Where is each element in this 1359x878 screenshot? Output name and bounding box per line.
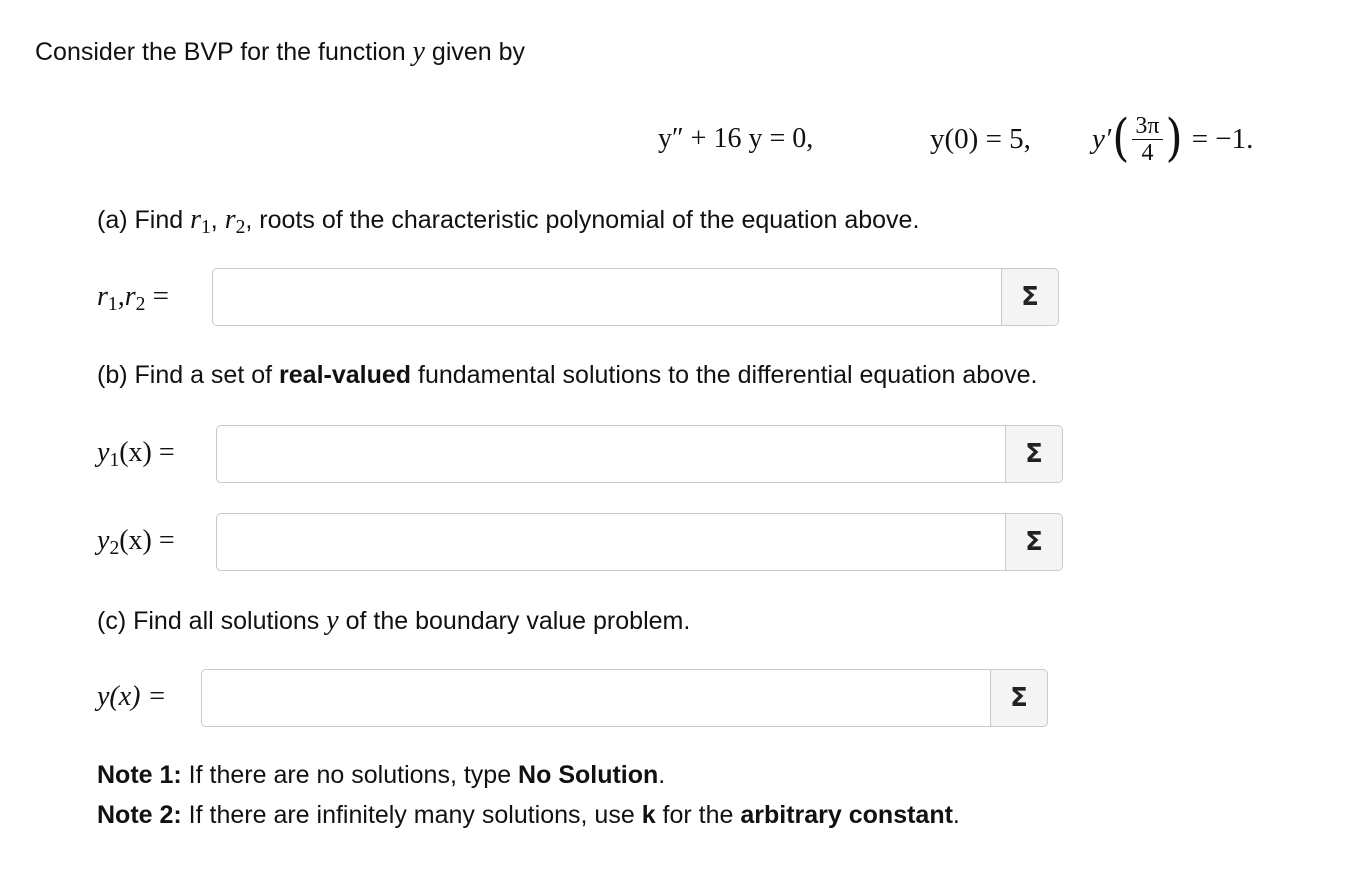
intro-text: Consider the BVP for the function y given by (35, 36, 526, 67)
y2-label: $y_2(x)$ = (97, 525, 175, 559)
y2-input-field (216, 513, 1063, 571)
left-paren: ( (1112, 109, 1130, 168)
y1-input-field (216, 425, 1063, 483)
roots-input[interactable] (213, 269, 1001, 325)
ode-equation: y″ + 16 y = 0, (658, 123, 814, 154)
part-a-label: $r_1,r_2$ = (97, 280, 170, 315)
sigma-icon[interactable]: Σ (1001, 269, 1058, 325)
y-solution-input[interactable] (202, 670, 990, 726)
sigma-icon[interactable]: Σ (1005, 426, 1062, 482)
part-a-prompt: (a) Find $r_1$, $r_2$, roots of the characteristic polynomial of the equation above. (97, 204, 920, 238)
part-c-prompt: (c) Find all solutions y of the boundary value problem. (97, 605, 691, 636)
roots-input-field (212, 268, 1059, 326)
note-1: Note 1: If there are no solutions, type No Solution. (97, 761, 666, 789)
sigma-icon[interactable]: Σ (1005, 514, 1062, 570)
part-b-prompt: (b) Find a set of real-valued fundamental solutions to the differential equation above. (97, 361, 1038, 389)
y-label: y(x) = (97, 681, 167, 712)
boundary-condition-1: y(0) = 5, (930, 122, 1031, 155)
note-2: Note 2: If there are infinitely many solutions, use k for the arbitrary constant. (97, 801, 960, 829)
y1-input[interactable] (217, 426, 1005, 482)
boundary-condition-2: y′ ( $\frac{3\pi}{4}$ ) = −1. (1092, 109, 1254, 168)
fraction-3pi-over-4: $\frac{3\pi}{4}$ (1132, 113, 1162, 166)
y1-label: $y_1(x)$ = (97, 437, 175, 471)
right-paren: ) (1165, 109, 1183, 168)
y2-input[interactable] (217, 514, 1005, 570)
y-solution-input-field (201, 669, 1048, 727)
sigma-icon[interactable]: Σ (990, 670, 1047, 726)
